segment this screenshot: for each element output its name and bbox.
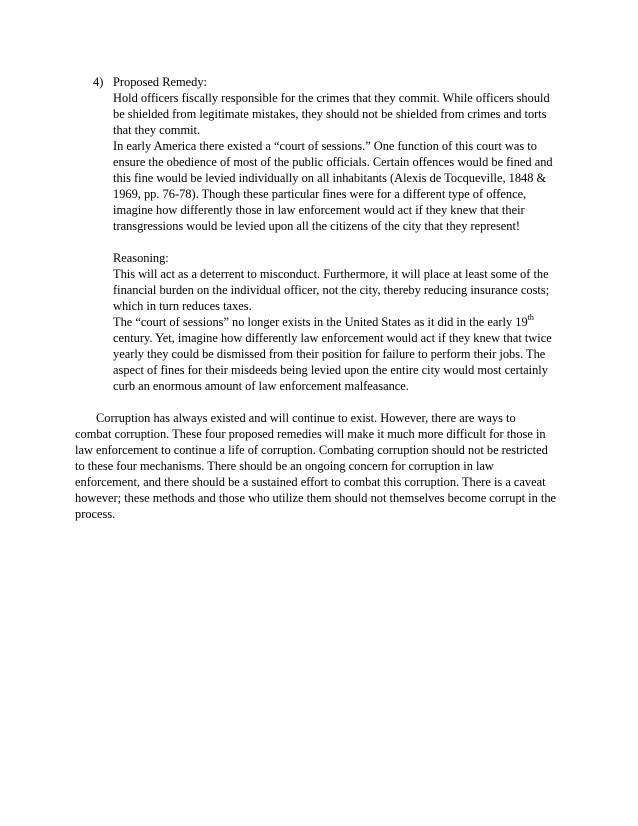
- conclusion-line: combat corruption. These four proposed remedies will make it much more difficult for those in: [75, 427, 546, 441]
- remedy-line: transgressions would be levied upon all the citizens of the city that they represent!: [113, 219, 521, 233]
- conclusion-line: process.: [75, 507, 116, 521]
- ordinal-superscript: th: [527, 312, 534, 322]
- conclusion-line: however; these methods and those who utilize them should not themselves become corrupt in the: [75, 491, 557, 505]
- conclusion-line: to these four mechanisms. There should be an ongoing concern for corruption in law: [75, 459, 494, 473]
- list-number: 4): [93, 75, 104, 89]
- remedy-line: ensure the obedience of most of the public officials. Certain offences would be fined and: [113, 155, 553, 169]
- conclusion-line: enforcement, and there should be a sustained effort to combat this corruption. There is a caveat: [75, 475, 546, 489]
- court-sessions-line: aspect of fines for their misdeeds being levied upon the entire city would most certainly: [113, 363, 548, 377]
- court-sessions-line: curb an enormous amount of law enforcement malfeasance.: [113, 379, 409, 393]
- conclusion-line: Corruption has always existed and will continue to exist. However, there are ways to: [96, 411, 516, 425]
- remedy-line: this fine would be levied individually on all inhabitants (Alexis de Tocqueville, 1848 &: [113, 171, 547, 185]
- conclusion-line: law enforcement to continue a life of corruption. Combating corruption should not be restricted: [75, 443, 548, 457]
- reasoning-line: financial burden on the individual officer, not the city, thereby reducing insurance costs;: [113, 283, 550, 297]
- reasoning-line: This will act as a deterrent to misconduct. Furthermore, it will place at least some of the: [113, 267, 549, 281]
- court-sessions-line: century. Yet, imagine how differently law enforcement would act if they knew that twice: [113, 331, 552, 345]
- remedy-line: that they commit.: [113, 123, 201, 137]
- remedy-line: Hold officers fiscally responsible for the crimes that they commit. While officers should: [113, 91, 550, 105]
- remedy-line: imagine how differently those in law enforcement would act if they knew that their: [113, 203, 525, 217]
- court-sessions-line: yearly they could be dismissed from their position for failure to perform their jobs. The: [113, 347, 546, 361]
- court-sessions-line: [113, 314, 534, 330]
- remedy-heading: Proposed Remedy:: [113, 75, 207, 89]
- remedy-line: 1969, pp. 76-78). Though these particular fines were for a different type of offence,: [113, 187, 527, 201]
- court-sessions-text: The “court of sessions” no longer exists in the United States as it did in the early 19: [113, 315, 528, 329]
- reasoning-line: which in turn reduces taxes.: [113, 299, 252, 313]
- remedy-line: In early America there existed a “court of sessions.” One function of this court was to: [113, 139, 537, 153]
- remedy-line: be shielded from legitimate mistakes, they should not be shielded from crimes and torts: [113, 107, 547, 121]
- reasoning-heading: Reasoning:: [113, 251, 169, 265]
